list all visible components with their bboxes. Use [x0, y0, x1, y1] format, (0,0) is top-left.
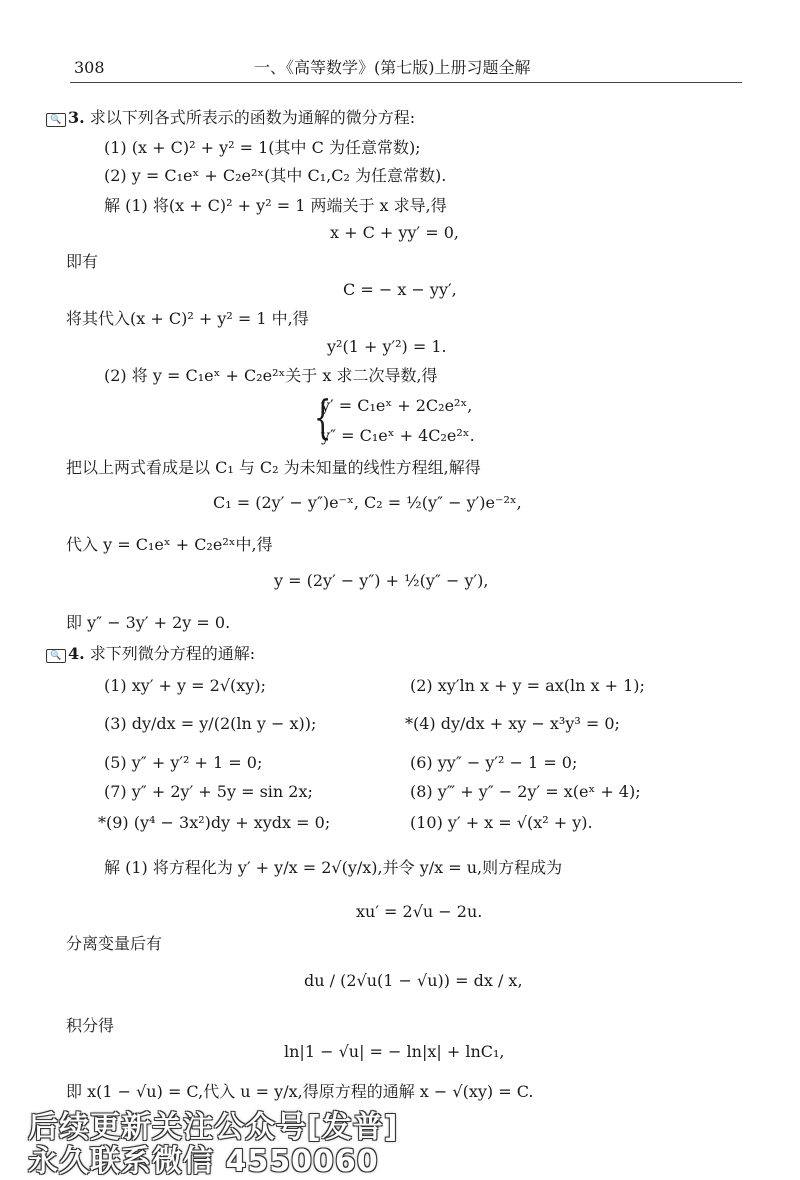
q3-text-jiyou: 即有 [66, 252, 99, 271]
q3-text-substitute: 将其代入(x + C)² + y² = 1 中,得 [66, 309, 309, 328]
q4-problem-10: (10) y′ + x = √(x² + y). [410, 813, 593, 832]
q3-item-2: (2) y = C₁eˣ + C₂e²ˣ(其中 C₁,C₂ 为任意常数). [104, 166, 447, 185]
question-3-prompt: 求以下列各式所表示的函数为通解的微分方程: [89, 108, 416, 127]
question-4-prompt: 求下列微分方程的通解: [89, 644, 256, 663]
q3-eq-3: y²(1 + y′²) = 1. [327, 337, 447, 356]
q4-problem-9: *(9) (y⁴ − 3x²)dy + xydx = 0; [98, 813, 331, 832]
q4-problem-7: (7) y″ + 2y′ + 5y = sin 2x; [104, 782, 313, 801]
watermark-line-2: 永久联系微信 4550060 [28, 1144, 379, 1179]
q4-problem-6: (6) yy″ − y′² − 1 = 0; [410, 753, 578, 772]
q3-system-line-1: y′ = C₁eˣ + 2C₂e²ˣ, [321, 396, 473, 415]
q4-text-integrate: 积分得 [66, 1016, 115, 1035]
q3-item-1: (1) (x + C)² + y² = 1(其中 C 为任意常数); [104, 138, 421, 157]
q3-text-sub: 代入 y = C₁eˣ + C₂e²ˣ中,得 [66, 535, 273, 554]
q4-eq-1: xu′ = 2√u − 2u. [356, 902, 483, 921]
q3-text-linear: 把以上两式看成是以 C₁ 与 C₂ 为未知量的线性方程组,解得 [66, 458, 481, 477]
question-4-heading [46, 646, 255, 663]
header-rule [70, 82, 742, 83]
q4-problem-4: *(4) dy/dx + xy − x³y³ = 0; [405, 714, 620, 733]
q4-eq-3: ln|1 − √u| = − ln|x| + lnC₁, [284, 1042, 505, 1061]
q4-problem-5: (5) y″ + y′² + 1 = 0; [104, 753, 263, 772]
q4-conclusion: 即 x(1 − √u) = C,代入 u = y/x,得原方程的通解 x − √(xy) = C. [66, 1082, 534, 1101]
q4-text-separate: 分离变量后有 [66, 934, 163, 953]
system-brace: { [313, 390, 332, 444]
q4-solution-1: 解 (1) 将方程化为 y′ + y/x = 2√(y/x),并令 y/x = u,则方程成为 [104, 858, 563, 877]
q4-problem-8: (8) y‴ + y″ − 2y′ = x(eˣ + 4); [410, 782, 641, 801]
watermark-line-1: 后续更新关注公众号[发普] [28, 1110, 399, 1145]
question-3-number: 3. [68, 108, 85, 127]
q3-solution-2: (2) 将 y = C₁eˣ + C₂e²ˣ关于 x 求二次导数,得 [104, 366, 438, 385]
q3-eq-2: C = − x − yy′, [343, 280, 457, 299]
running-title: 一、《高等数学》(第七版)上册习题全解 [254, 58, 531, 77]
page-number: 308 [74, 58, 105, 77]
q3-eq-1: x + C + yy′ = 0, [330, 223, 459, 242]
q4-problem-1: (1) xy′ + y = 2√(xy); [104, 676, 266, 695]
q3-solution-1: 解 (1) 将(x + C)² + y² = 1 两端关于 x 求导,得 [104, 196, 447, 215]
q4-eq-2: du / (2√u(1 − √u)) = dx / x, [304, 971, 523, 990]
magnifier-icon: 🔍 [46, 113, 66, 127]
q3-eq-5: y = (2y′ − y″) + ½(y″ − y′), [274, 571, 489, 590]
question-4-number: 4. [68, 644, 85, 663]
q3-eq-4: C₁ = (2y′ − y″)e⁻ˣ, C₂ = ½(y″ − y′)e⁻²ˣ, [213, 493, 522, 512]
q4-problem-3: (3) dy/dx = y/(2(ln y − x)); [104, 714, 317, 733]
question-3-heading [46, 110, 415, 127]
q3-system-line-2: y″ = C₁eˣ + 4C₂e²ˣ. [321, 426, 475, 445]
q3-conclusion: 即 y″ − 3y′ + 2y = 0. [66, 613, 231, 632]
q4-problem-2: (2) xy′ln x + y = ax(ln x + 1); [410, 676, 645, 695]
magnifier-icon: 🔍 [46, 649, 66, 663]
